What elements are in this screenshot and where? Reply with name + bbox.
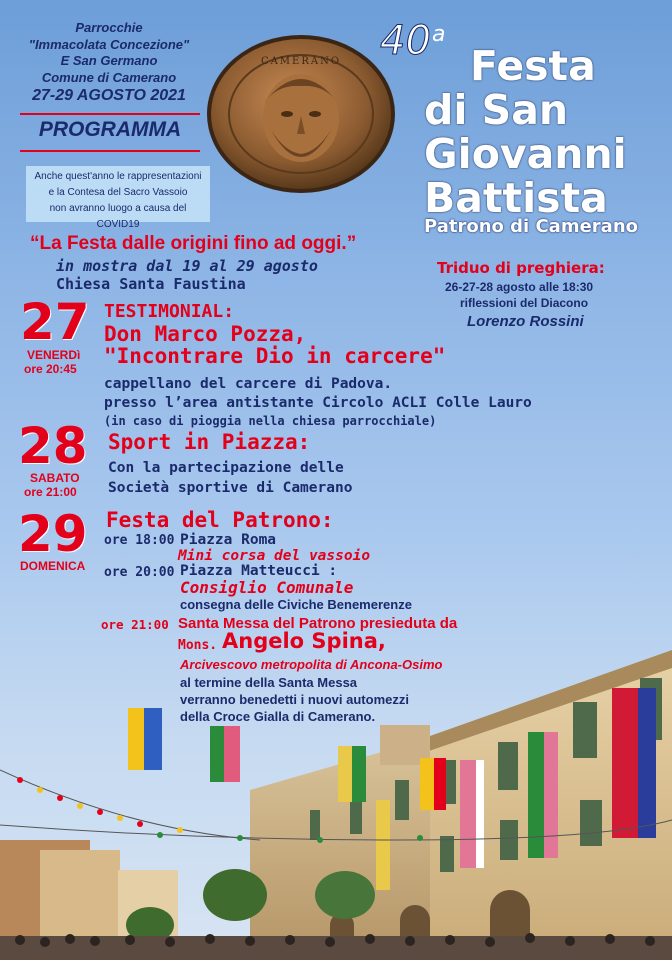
day-28-line-2: Società sportive di Camerano [108, 480, 353, 496]
triduo-dates: 26-27-28 agosto alle 18:30 [445, 280, 594, 294]
title-line-3: Giovanni [424, 130, 627, 178]
day-28-number: 28 [18, 417, 88, 475]
event-3-line-3: della Croce Gialla di Camerano. [180, 709, 376, 724]
day-28-line-1: Con la partecipazione delle [108, 460, 344, 476]
divider-top [20, 113, 200, 115]
notice-line-3: non avranno luogo a causa del COVID19 [49, 203, 187, 230]
event-3-bishop-name: Angelo Spina, [222, 629, 386, 653]
parish-line-1: Parrocchie [75, 20, 143, 35]
programma-heading: PROGRAMMA [38, 118, 182, 141]
triduo-reflections: riflessioni del Diacono [460, 296, 589, 310]
notice-line-2: e la Contesa del Sacro Vassoio [48, 187, 188, 198]
day-27-heading-topic: "Incontrare Dio in carcere" [104, 344, 446, 368]
day-27-time: ore 20:45 [24, 362, 77, 376]
day-28-time: ore 21:00 [24, 485, 77, 499]
event-2-detail: consegna delle Civiche Benemerenze [180, 597, 412, 612]
title-subtitle: Patrono di Camerano [424, 216, 638, 237]
event-dates: 27-29 AGOSTO 2021 [32, 87, 186, 104]
event-3-role: Arcivescovo metropolita di Ancona-Osimo [180, 657, 443, 672]
medallion-inscription: CAMERANO [260, 56, 342, 67]
title-line-1: Festa [470, 42, 596, 90]
day-27-line-1: cappellano del carcere di Padova. [104, 376, 393, 392]
divider-bottom [20, 150, 200, 152]
event-3-title: Santa Messa del Patrono presieduta da [178, 615, 458, 632]
exhibition-title: “La Festa dalle origini fino ad oggi.” [30, 233, 357, 254]
day-29-heading: Festa del Patrono: [106, 508, 334, 532]
event-3-line-1: al termine della Santa Messa [180, 675, 358, 690]
day-27-line-3: (in caso di pioggia nella chiesa parrocchiale) [104, 414, 437, 428]
event-3-mons: Mons. [178, 638, 218, 653]
saint-medallion-image [205, 34, 397, 194]
event-1-title: Mini corsa del vassoio [178, 548, 371, 564]
covid-notice [26, 166, 210, 230]
parish-line-2: "Immacolata Concezione" [28, 36, 190, 52]
day-27-heading-name: Don Marco Pozza, [104, 322, 307, 346]
event-2-place: Piazza Matteucci : [180, 563, 338, 579]
day-27-line-2: presso l’area antistante Circolo ACLI Colle Lauro [104, 395, 532, 411]
exhibition-dates: in mostra dal 19 al 29 agosto [56, 257, 318, 275]
day-29-weekday: DOMENICA [20, 559, 86, 573]
event-1-time: ore 18:00 [104, 533, 175, 548]
event-3-line-2: verranno benedetti i nuovi automezzi [180, 692, 409, 707]
title-line-4: Battista [424, 174, 608, 222]
event-1-place: Piazza Roma [180, 532, 277, 548]
notice-line-1: Anche quest'anno le rappresentazioni [34, 171, 202, 182]
day-27-weekday: VENERDì [27, 348, 81, 362]
parish-line-3: E San Germano [60, 53, 158, 68]
triduo-heading: Triduo di preghiera: [437, 259, 605, 277]
anniversary-ordinal: a [432, 22, 446, 47]
triduo-deacon-name: Lorenzo Rossini [467, 313, 584, 330]
day-28-weekday: SABATO [30, 471, 80, 485]
day-29-number: 29 [18, 505, 88, 563]
parish-header [18, 20, 200, 106]
event-2-title: Consiglio Comunale [180, 578, 354, 597]
anniversary-number: 40 [380, 18, 431, 64]
title-line-2: di San [424, 86, 569, 134]
exhibition-place: Chiesa Santa Faustina [56, 275, 246, 293]
day-28-heading: Sport in Piazza: [108, 430, 311, 454]
day-27-number: 27 [20, 293, 90, 351]
event-2-time: ore 20:00 [104, 565, 175, 580]
day-27-heading-testimonial: TESTIMONIAL: [104, 301, 235, 322]
parish-line-4: Comune di Camerano [41, 69, 177, 85]
event-3-time: ore 21:00 [101, 617, 169, 632]
